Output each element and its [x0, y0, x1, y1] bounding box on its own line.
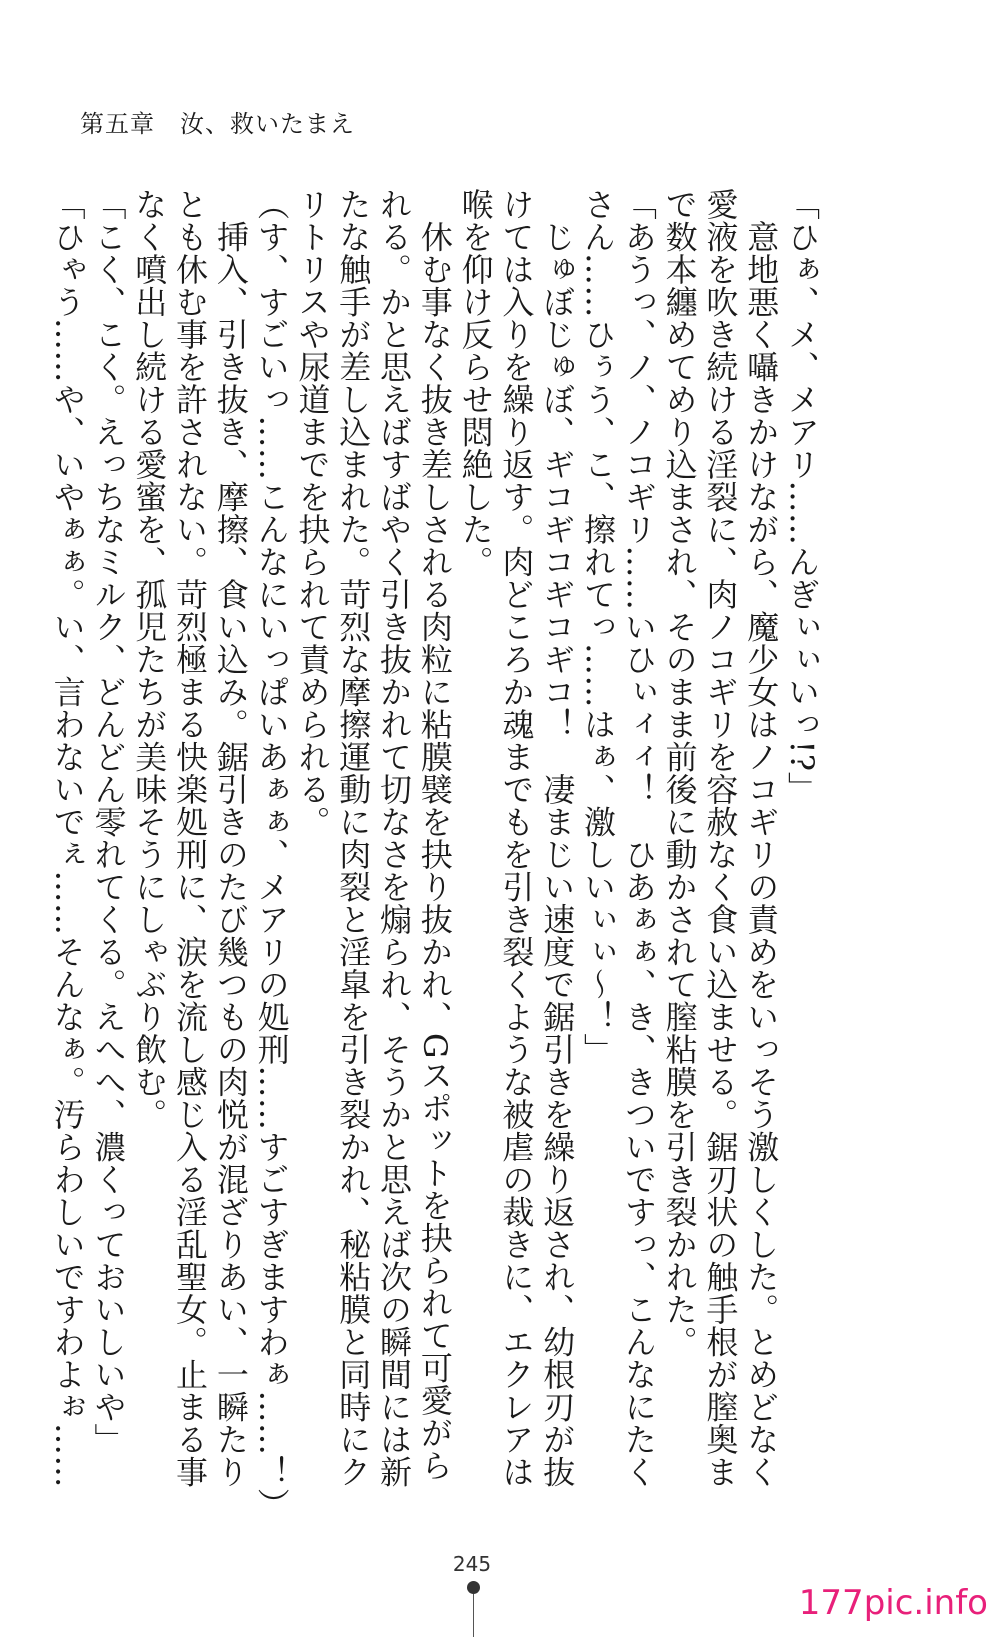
- text-line: たな触手が差し込まれた。苛烈な摩擦運動に肉裂と淫皐を引き裂かれ、秘粘膜と同時にク: [334, 188, 373, 1488]
- page-marker-dot-icon: [467, 1581, 480, 1594]
- text-line: 休む事なく抜き差しされる肉粒に粘膜襞を抉り抜かれ、Gスポットを抉られて可愛がら: [415, 188, 454, 1482]
- page-marker-line: [473, 1594, 474, 1637]
- text-line: けては入りを繰り返す。肉どころか魂までもを引き裂くような被虐の裁きに、エクレアは: [497, 188, 536, 1488]
- text-line: さん……ひぅう、こ、擦れてっ……はぁ、激しいぃぃ〜！」: [579, 188, 618, 1066]
- text-line: （す、すごいっ……こんなにいっぱいあぁぁ、メアリの処刑……すごすぎますわぁ……！）: [252, 188, 291, 1521]
- text-line: じゅぼじゅぼ、ギコギコギコギコ！ 凄まじい速度で鋸引きを繰り返され、幼根刃が抜: [538, 188, 577, 1488]
- text-line: 愛液を吹き続ける淫裂に、肉ノコギリを容赦なく食い込ませる。鋸刃状の触手根が膣奥ま: [701, 188, 740, 1488]
- text-line: 「あうっ、ノ、ノコギリ……いひぃィィ！ ひあぁぁ、き、きついですっ、こんなにたく: [619, 188, 658, 1488]
- text-line: 「ひぁ、メ、メアリ……んぎぃぃいっ!?」: [783, 188, 821, 805]
- chapter-title: 第五章 汝、救いたまえ: [80, 110, 355, 138]
- text-line: 意地悪く囁きかけながら、魔少女はノコギリの責めをいっそう激しくした。とめどなく: [742, 188, 781, 1488]
- text-line: れる。かと思えばすばやく引き抜かれて切なさを煽られ、そうかと思えば次の瞬間には新: [375, 188, 414, 1488]
- text-line: なく噴出し続ける愛蜜を、孤児たちが美味そうにしゃぶり飲む。: [130, 188, 169, 1131]
- text-line: 「ひゃう……や、いやぁぁ。い、言わないでぇ……そんなぁ。汚らわしいですわよぉ……: [48, 188, 87, 1488]
- text-line: 「こく、こく。えっちなミルク、どんどん零れてくる。えへへ、濃くっておいしいや」: [89, 188, 128, 1456]
- page-number: 245: [452, 1552, 492, 1576]
- watermark: 177pic.info: [798, 1583, 988, 1623]
- text-line: で数本纏めてめり込まされ、そのまま前後に動かされて膣粘膜を引き裂かれた。: [660, 188, 699, 1358]
- text-line: 挿入、引き抜き、摩擦、食い込み。鋸引きのたび幾つもの肉悦が混ざりあい、一瞬たり: [211, 188, 250, 1488]
- body-text: [47, 188, 822, 1521]
- text-line: リトリスや尿道までを抉られて責められる。: [293, 188, 332, 838]
- text-line: 喉を仰け反らせ悶絶した。: [456, 188, 495, 578]
- text-line: とも休む事を許されない。苛烈極まる快楽処刑に、涙を流し感じ入る淫乱聖女。止まる事: [171, 188, 210, 1488]
